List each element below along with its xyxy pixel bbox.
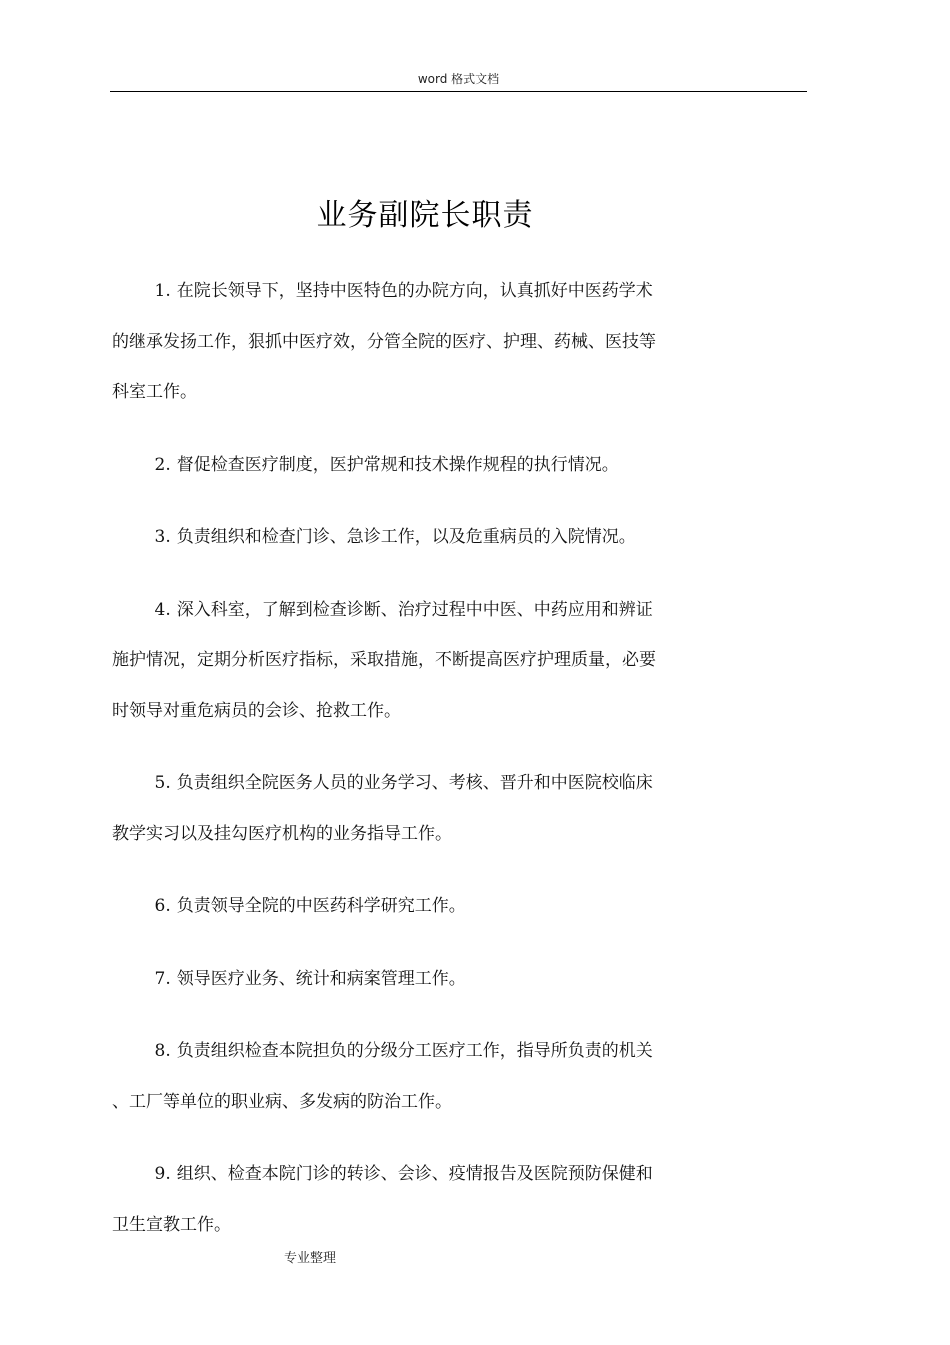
page-header: word 格式文档 bbox=[417, 72, 500, 86]
duty-item-9 bbox=[112, 1149, 702, 1250]
duty-line bbox=[112, 1149, 702, 1200]
duty-text: 卫生宣教工作。 bbox=[112, 1214, 231, 1235]
duty-number: 7. bbox=[154, 968, 171, 989]
duty-line bbox=[112, 1026, 702, 1077]
duty-line bbox=[112, 512, 702, 563]
duty-text: 、工厂等单位的职业病、多发病的防治工作。 bbox=[112, 1091, 452, 1112]
duty-line bbox=[112, 686, 702, 737]
duty-line bbox=[112, 1200, 702, 1251]
duty-line bbox=[112, 266, 702, 317]
header-rule bbox=[110, 91, 807, 92]
document-title: 业务副院长职责 bbox=[316, 198, 534, 233]
page-footer: 专业整理 bbox=[284, 1251, 337, 1266]
duty-text: 的继承发扬工作，狠抓中医疗效，分管全院的医疗、护理、药械、医技等 bbox=[112, 331, 656, 352]
duty-text: 教学实习以及挂勾医疗机构的业务指导工作。 bbox=[112, 823, 452, 844]
duty-item-7 bbox=[112, 954, 702, 1005]
duty-number: 4. bbox=[154, 599, 171, 620]
duty-line bbox=[112, 809, 702, 860]
duty-item-4 bbox=[112, 585, 702, 737]
duty-line bbox=[112, 585, 702, 636]
duty-number: 6. bbox=[154, 896, 171, 916]
duty-text: 科室工作。 bbox=[112, 382, 197, 402]
duty-number: 3. bbox=[154, 527, 171, 547]
document-body bbox=[112, 266, 702, 1272]
duty-line bbox=[112, 367, 702, 418]
duty-number: 5. bbox=[154, 773, 171, 793]
duty-item-8 bbox=[112, 1026, 702, 1127]
duty-text: 时领导对重危病员的会诊、抢救工作。 bbox=[112, 700, 401, 721]
duty-text: 负责组织全院医务人员的业务学习、考核、晋升和中医院校临床 bbox=[176, 773, 653, 793]
duty-text: 深入科室，了解到检查诊断、治疗过程中中医、中药应用和辨证 bbox=[176, 599, 653, 620]
duty-number: 8. bbox=[154, 1041, 171, 1061]
duty-line bbox=[112, 1077, 702, 1128]
duty-line bbox=[112, 635, 702, 686]
duty-item-3 bbox=[112, 512, 702, 563]
duty-text: 负责领导全院的中医药科学研究工作。 bbox=[176, 896, 466, 916]
duty-text: 负责组织检查本院担负的分级分工医疗工作，指导所负责的机关 bbox=[176, 1041, 653, 1061]
duty-line bbox=[112, 317, 702, 368]
duty-number: 2. bbox=[154, 454, 171, 475]
duty-item-5 bbox=[112, 758, 702, 859]
duty-text: 施护情况，定期分析医疗指标，采取措施，不断提高医疗护理质量，必要 bbox=[112, 650, 656, 670]
duty-text: 负责组织和检查门诊、急诊工作，以及危重病员的入院情况。 bbox=[176, 527, 636, 547]
duty-item-2 bbox=[112, 440, 702, 491]
duty-item-1 bbox=[112, 266, 702, 418]
duty-text: 领导医疗业务、统计和病案管理工作。 bbox=[176, 968, 466, 989]
duty-item-6 bbox=[112, 881, 702, 932]
duty-line bbox=[112, 440, 702, 491]
duty-line bbox=[112, 954, 702, 1005]
duty-line bbox=[112, 881, 702, 932]
duty-text: 组织、检查本院门诊的转诊、会诊、疫情报告及医院预防保健和 bbox=[176, 1164, 653, 1184]
duty-text: 在院长领导下，坚持中医特色的办院方向，认真抓好中医药学术 bbox=[176, 281, 653, 301]
duty-text: 督促检查医疗制度，医护常规和技术操作规程的执行情况。 bbox=[176, 454, 619, 475]
duty-number: 9. bbox=[154, 1164, 171, 1184]
duty-line bbox=[112, 758, 702, 809]
duty-number: 1. bbox=[154, 281, 171, 301]
